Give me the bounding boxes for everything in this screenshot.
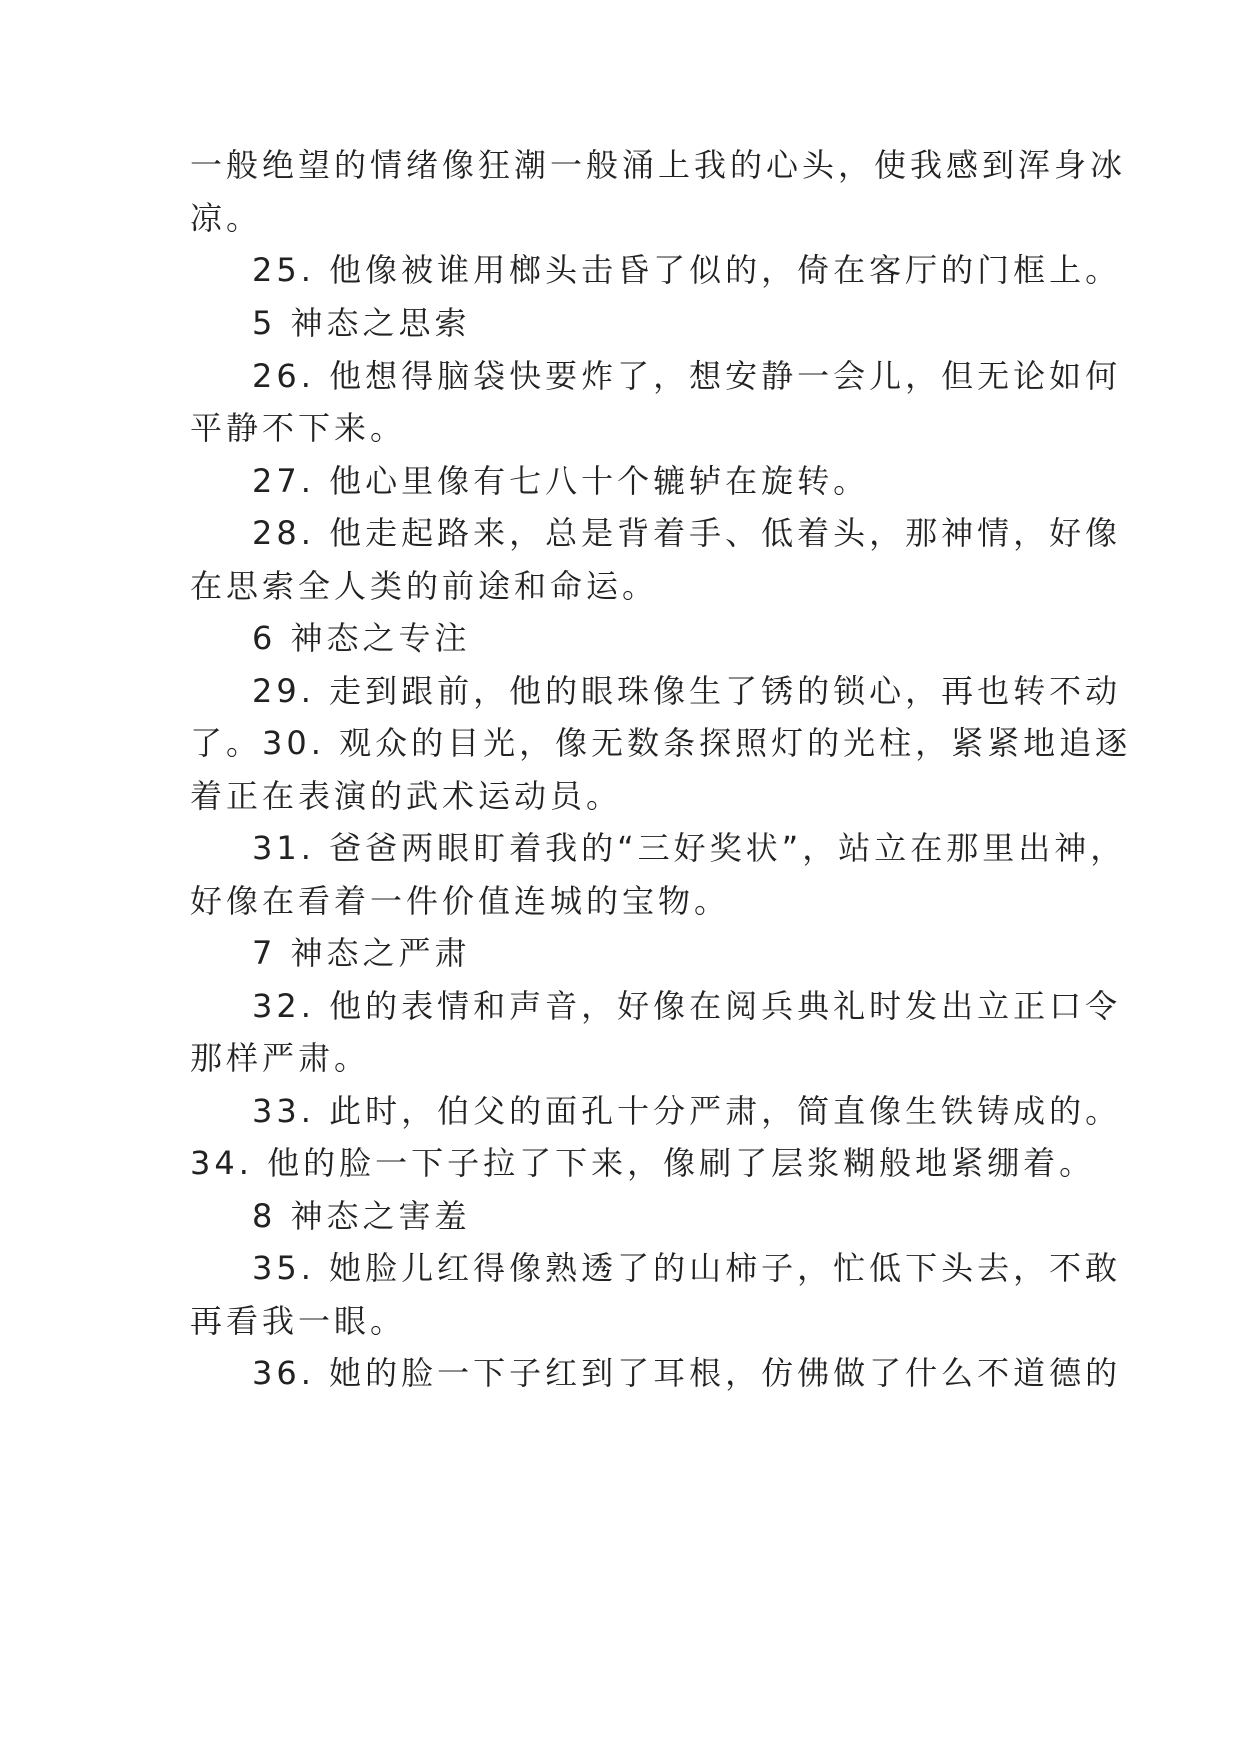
- text-line: 27. 他心里像有七八十个辘轳在旋转。: [252, 462, 870, 500]
- text-line: 着正在表演的武术运动员。: [190, 777, 623, 815]
- text-line: 那样严肃。: [190, 1039, 371, 1077]
- text-line: 好像在看着一件价值连城的宝物。: [190, 882, 731, 920]
- text-line: 25. 他像被谁用榔头击昏了似的，倚在客厅的门框上。: [252, 251, 1122, 289]
- section-heading: 5 神态之思索: [252, 304, 471, 342]
- section-heading: 8 神态之害羞: [252, 1197, 471, 1235]
- text-line: 29. 走到跟前，他的眼珠像生了锈的锁心，再也转不动: [252, 672, 1122, 710]
- text-line: 33. 此时，伯父的面孔十分严肃，简直像生铁铸成的。: [252, 1092, 1122, 1130]
- section-heading: 6 神态之专注: [252, 619, 471, 657]
- text-line: 34. 他的脸一下子拉了下来，像刷了层浆糊般地紧绷着。: [190, 1144, 1096, 1182]
- text-line: 一般绝望的情绪像狂潮一般涌上我的心头，使我感到浑身冰: [190, 146, 1127, 184]
- text-line: 凉。: [190, 199, 263, 237]
- text-line: 36. 她的脸一下子红到了耳根，仿佛做了什么不道德的: [252, 1354, 1122, 1392]
- text-line: 26. 他想得脑袋快要炸了，想安静一会儿，但无论如何: [252, 357, 1122, 395]
- text-line: 在思索全人类的前途和命运。: [190, 567, 659, 605]
- section-heading: 7 神态之严肃: [252, 934, 471, 972]
- text-line: 32. 他的表情和声音，好像在阅兵典礼时发出立正口令: [252, 987, 1122, 1025]
- text-line: 再看我一眼。: [190, 1302, 407, 1340]
- text-line: 35. 她脸儿红得像熟透了的山柿子，忙低下头去，不敢: [252, 1249, 1122, 1287]
- text-line: 31. 爸爸两眼盯着我的“三好奖状”，站立在那里出神，: [252, 829, 1127, 867]
- text-line: 了。30. 观众的目光，像无数条探照灯的光柱，紧紧地追逐: [190, 724, 1132, 762]
- text-line: 平静不下来。: [190, 409, 407, 447]
- text-line: 28. 他走起路来，总是背着手、低着头，那神情，好像: [252, 514, 1122, 552]
